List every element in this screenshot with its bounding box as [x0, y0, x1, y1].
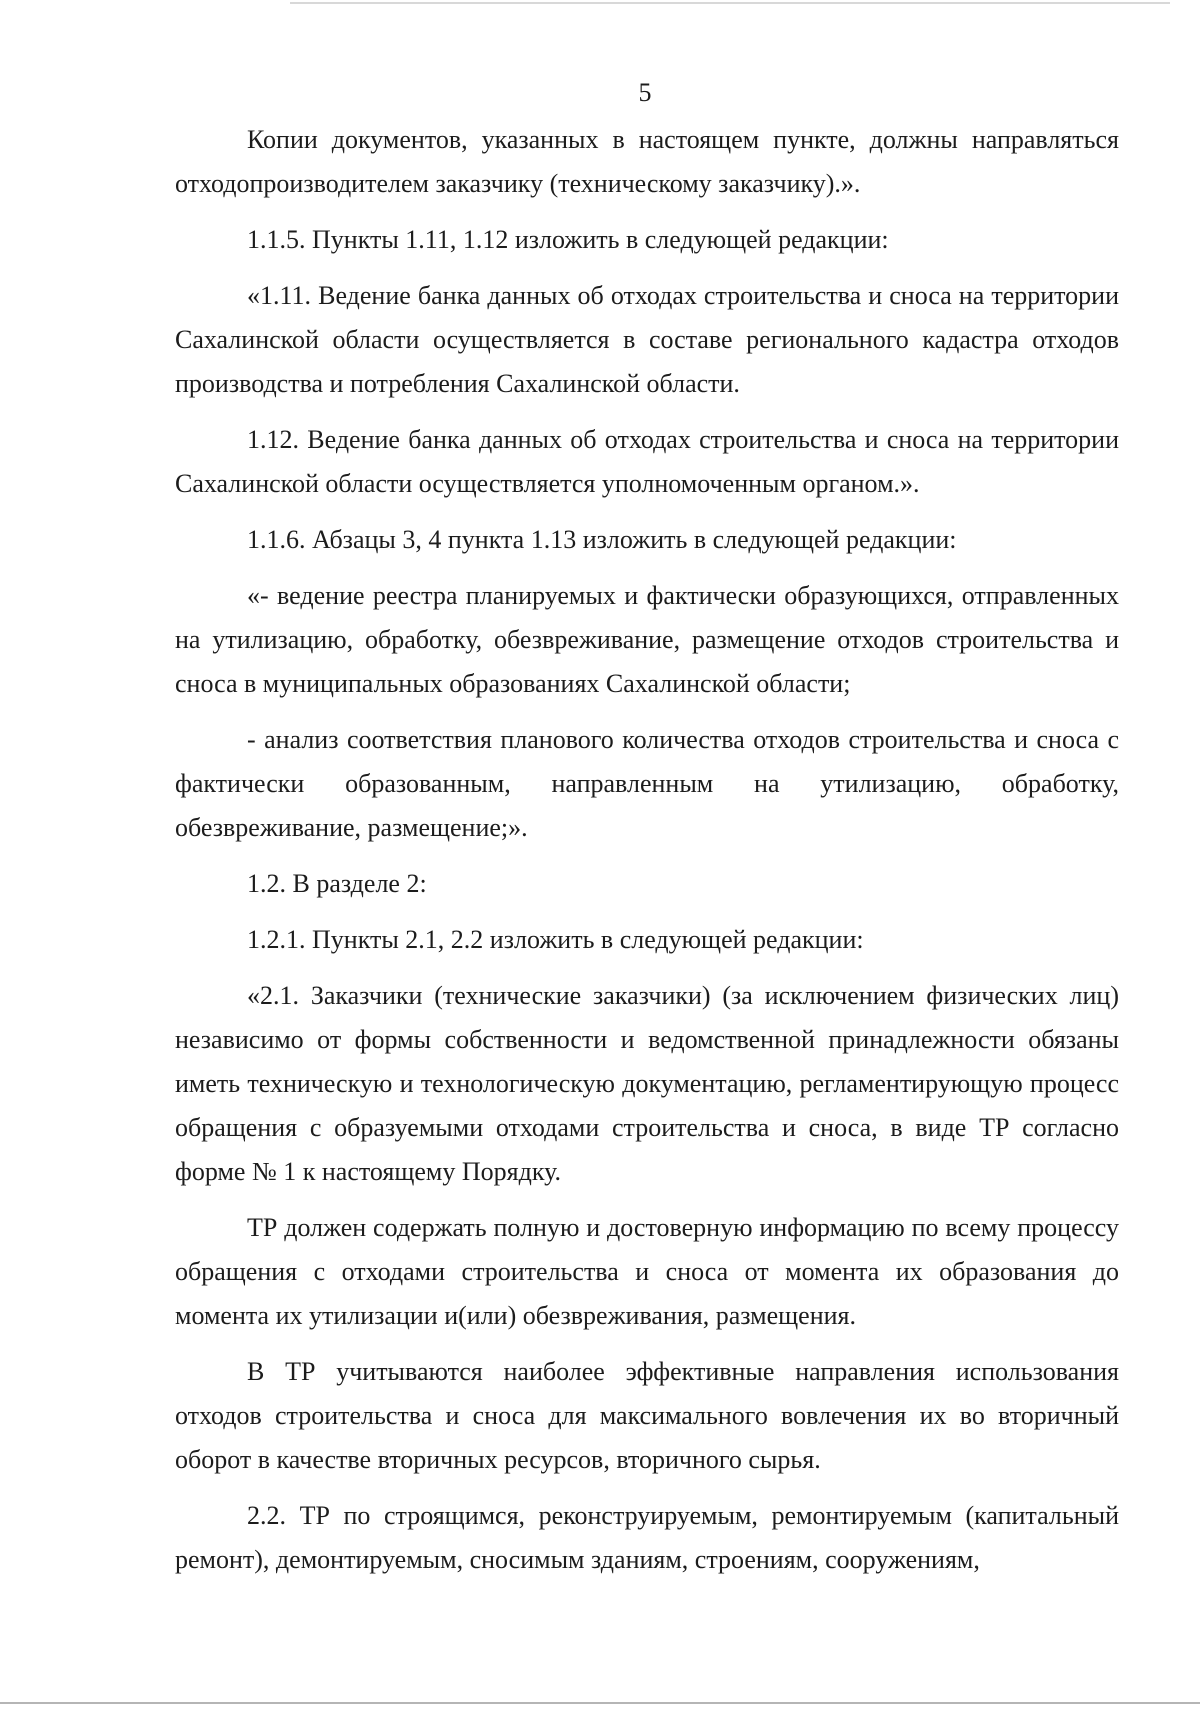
paragraph: Копии документов, указанных в настоящем пункте, должны направляться отходопроизводителем заказчику (техническому заказчику).».	[175, 125, 1119, 198]
paragraph: 1.2.1. Пункты 2.1, 2.2 изложить в следующей редакции:	[247, 925, 864, 954]
paragraph: 1.1.6. Абзацы 3, 4 пункта 1.13 изложить в следующей редакции:	[247, 525, 957, 554]
paragraph: - анализ соответствия планового количества отходов строительства и сноса с фактически образованным, направленным на утилизацию, обработку, обезвреживание, размещение;».	[175, 725, 1119, 842]
paragraph: 1.2. В разделе 2:	[247, 869, 427, 898]
scan-edge-top	[290, 2, 1170, 4]
document-body	[175, 118, 1119, 1594]
paragraph: 2.2. ТР по строящимся, реконструируемым, ремонтируемым (капитальный ремонт), демонтируемым, сносимым зданиям, строениям, сооружениям,	[175, 1501, 1119, 1574]
paragraph: В ТР учитываются наиболее эффективные направления использования отходов строительства и сноса для максимального вовлечения их во вторичный оборот в качестве вторичных ресурсов, вторичного сырья.	[175, 1357, 1119, 1474]
paragraph: «2.1. Заказчики (технические заказчики) (за исключением физических лиц) независимо от формы собственности и ведомственной принадлежности обязаны иметь техническую и технологическую документацию, регламентирующую процесс обращения с образуемыми отходами строительства и сноса, в виде ТР согласно форме № 1 к настоящему Порядку.	[175, 981, 1119, 1186]
page-number: 5	[638, 78, 652, 107]
scan-edge-bottom	[0, 1702, 1200, 1704]
paragraph: «1.11. Ведение банка данных об отходах строительства и сноса на территории Сахалинской области осуществляется в составе регионального кадастра отходов производства и потребления Сахалинской области.	[175, 281, 1119, 398]
paragraph: «- ведение реестра планируемых и фактически образующихся, отправленных на утилизацию, обработку, обезвреживание, размещение отходов строительства и сноса в муниципальных образованиях Сахалинской области;	[175, 581, 1119, 698]
paragraph: ТР должен содержать полную и достоверную информацию по всему процессу обращения с отходами строительства и сноса от момента их образования до момента их утилизации и(или) обезвреживания, размещения.	[175, 1213, 1119, 1330]
paragraph: 1.1.5. Пункты 1.11, 1.12 изложить в следующей редакции:	[247, 225, 889, 254]
paragraph: 1.12. Ведение банка данных об отходах строительства и сноса на территории Сахалинской области осуществляется уполномоченным органом.».	[175, 425, 1119, 498]
